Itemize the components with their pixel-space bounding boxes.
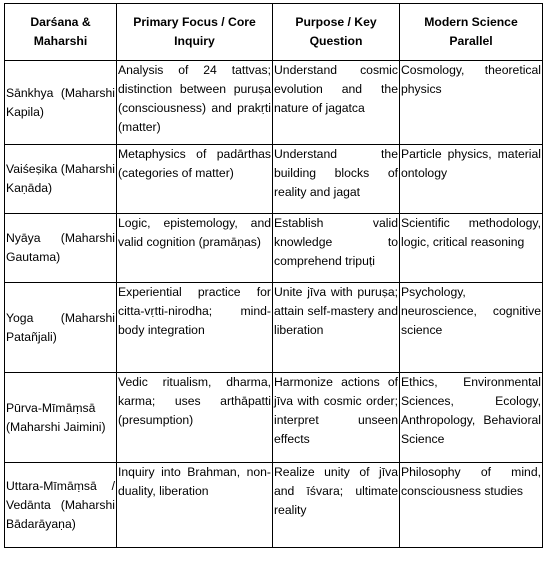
parallel-cell: Psychology, neuroscience, cognitive science (400, 283, 543, 373)
table-row (5, 373, 543, 463)
darshana-cell: Uttara-Mīmāṃsā / Vedānta (Maharshi Bādarāyaṇa) (5, 463, 117, 548)
header-purpose: Purpose / Key Question (273, 4, 400, 61)
focus-cell: Metaphysics of padārthas (categories of matter) (117, 145, 273, 214)
header-primary-focus: Primary Focus / Core Inquiry (117, 4, 273, 61)
purpose-cell: Understand cosmic evolution and the nature of jagatca (273, 61, 400, 145)
darshana-cell: Yoga (Maharshi Patañjali) (5, 283, 117, 373)
focus-cell: Vedic ritualism, dharma, karma; uses arthāpatti (presumption) (117, 373, 273, 463)
darshana-cell: Vaiśeṣika (Maharshi Kaṇāda) (5, 145, 117, 214)
parallel-cell: Cosmology, theoretical physics (400, 61, 543, 145)
parallel-cell: Philosophy of mind, consciousness studies (400, 463, 543, 548)
purpose-cell: Harmonize actions of jīva with cosmic order; interpret unseen effects (273, 373, 400, 463)
focus-cell: Experiential practice for citta-vṛtti-nirodha; mind-body integration (117, 283, 273, 373)
parallel-cell: Ethics, Environmental Sciences, Ecology, Anthropology, Behavioral Science (400, 373, 543, 463)
table-row (5, 145, 543, 214)
parallel-cell: Scientific methodology, logic, critical reasoning (400, 214, 543, 283)
purpose-cell: Understand the building blocks of reality and jagat (273, 145, 400, 214)
header-darshana: Darśana & Maharshi (5, 4, 117, 61)
parallel-cell: Particle physics, material ontology (400, 145, 543, 214)
table-row (5, 214, 543, 283)
purpose-cell: Establish valid knowledge to comprehend tripuṭi (273, 214, 400, 283)
purpose-cell: Realize unity of jīva and īśvara; ultimate reality (273, 463, 400, 548)
header-row (5, 4, 543, 61)
focus-cell: Inquiry into Brahman, non-duality, liberation (117, 463, 273, 548)
header-modern-parallel: Modern Science Parallel (400, 4, 543, 61)
darshana-comparison-table (4, 3, 543, 548)
darshana-cell: Nyāya (Maharshi Gautama) (5, 214, 117, 283)
table-row (5, 283, 543, 373)
table-row (5, 463, 543, 548)
focus-cell: Analysis of 24 tattvas; distinction between puruṣa (consciousness) and prakṛti (matter) (117, 61, 273, 145)
focus-cell: Logic, epistemology, and valid cognition (pramāṇas) (117, 214, 273, 283)
table-row (5, 61, 543, 145)
darshana-cell: Sānkhya (Maharshi Kapila) (5, 61, 117, 145)
darshana-cell: Pūrva-Mīmāṃsā (Maharshi Jaimini) (5, 373, 117, 463)
purpose-cell: Unite jīva with puruṣa; attain self-mastery and liberation (273, 283, 400, 373)
